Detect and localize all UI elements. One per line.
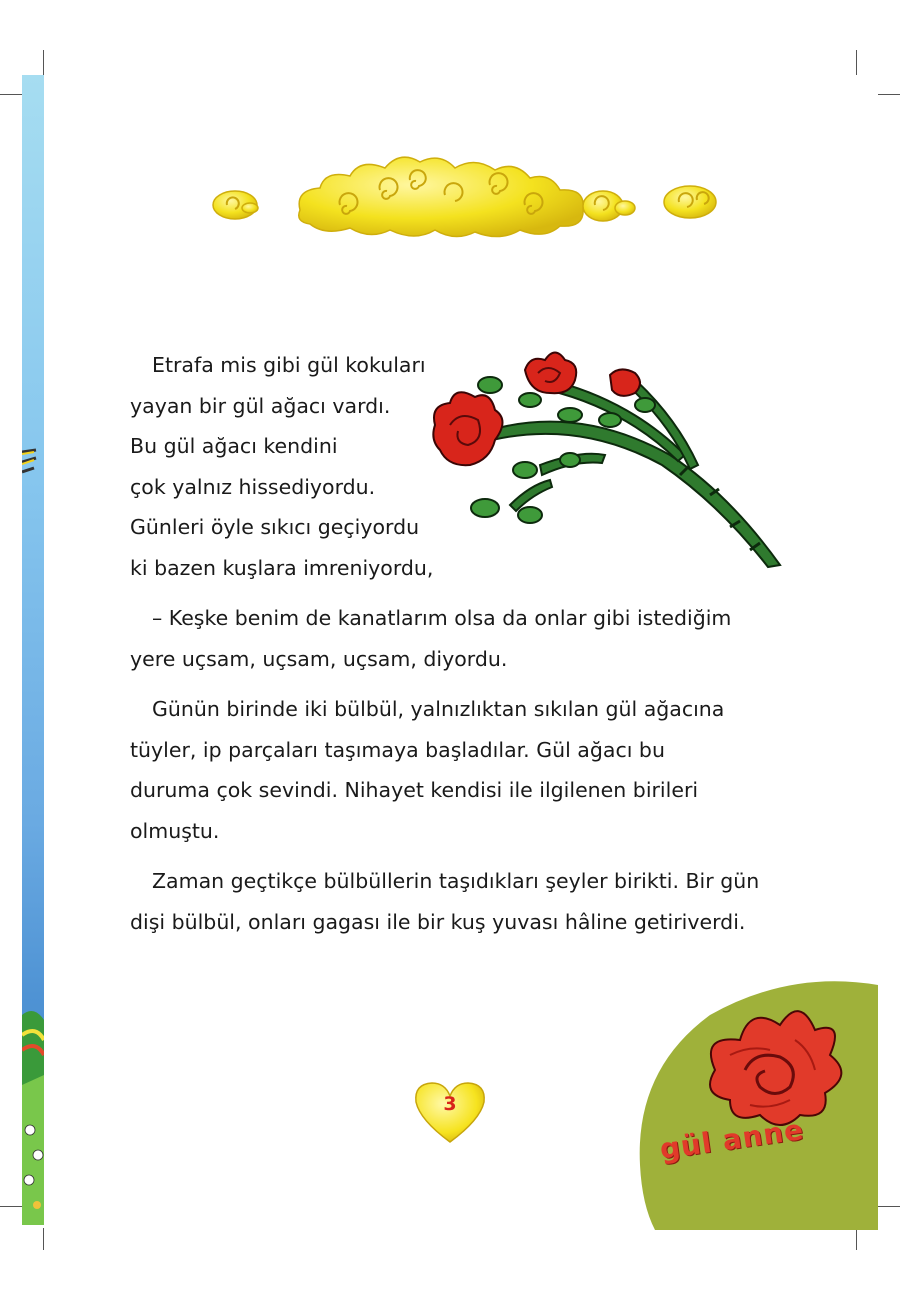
meadow-icon	[22, 925, 44, 1225]
story-line: Günün birinde iki bülbül, yalnızlıktan sıkılan gül ağacına	[152, 697, 725, 721]
crop-mark	[0, 1206, 22, 1207]
badge-label: gül anne	[657, 1112, 806, 1166]
crop-mark	[878, 94, 900, 95]
story-line: Etrafa mis gibi gül kokuları	[152, 353, 426, 377]
story-line: olmuştu.	[130, 818, 220, 843]
paragraph	[130, 689, 790, 851]
corner-badge	[630, 975, 878, 1230]
story-line: Zaman geçtikçe bülbüllerin taşıdıkları şeyler birikti. Bir gün	[152, 869, 760, 893]
crop-mark	[0, 94, 22, 95]
page-number: 3	[443, 1093, 457, 1115]
story-line: – Keşke benim de kanatlarım olsa da onlar gibi istediğim	[152, 606, 732, 630]
crop-mark	[856, 1228, 857, 1250]
cloud-ornament-icon	[205, 150, 725, 245]
story-text	[130, 345, 790, 942]
story-line: Bu gül ağacı kendini	[130, 434, 338, 458]
paragraph	[130, 598, 790, 679]
sun-ray-icon	[22, 448, 38, 478]
story-line: tüyler, ip parçaları taşımaya başladılar. Gül ağacı bu	[130, 737, 665, 762]
crop-mark	[43, 1228, 44, 1250]
story-line: yere uçsam, uçsam, uçsam, diyordu.	[130, 646, 508, 671]
side-illustration-strip	[22, 75, 44, 1225]
story-line: duruma çok sevindi. Nihayet kendisi ile ilgilenen birileri	[130, 778, 699, 802]
paragraph	[130, 861, 790, 942]
paragraph	[130, 345, 790, 588]
story-line: çok yalnız hissediyordu.	[130, 474, 376, 499]
crop-mark	[878, 1206, 900, 1207]
story-line: Günleri öyle sıkıcı geçiyordu	[130, 515, 420, 539]
crop-mark	[856, 50, 857, 75]
story-line: dişi bülbül, onları gagası ile bir kuş yuvası hâline getiriverdi.	[130, 909, 746, 934]
crop-mark	[43, 50, 44, 75]
story-line: ki bazen kuşlara imreniyordu,	[130, 555, 434, 580]
story-line: yayan bir gül ağacı vardı.	[130, 393, 391, 418]
